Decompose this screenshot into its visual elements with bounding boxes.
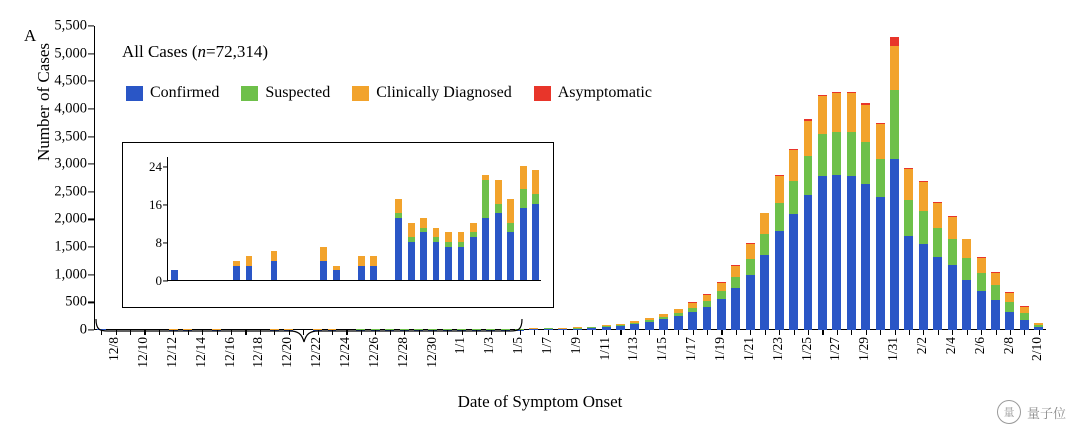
bar-segment-clinically_diagnosed <box>775 176 784 203</box>
inset-bar-12/31 <box>458 232 465 280</box>
inset-bar-segment-clinically_diagnosed <box>246 256 253 266</box>
watermark-logo-icon: 量 <box>997 400 1021 424</box>
inset-bar-segment-confirmed <box>333 270 340 280</box>
inset-bar-segment-clinically_diagnosed <box>507 199 514 223</box>
bar-2/9 <box>1005 292 1014 330</box>
x-tick-label: 1/27 <box>827 337 843 362</box>
bar-segment-suspected <box>1005 302 1014 312</box>
bar-segment-confirmed <box>659 319 668 330</box>
bar-segment-confirmed <box>1020 320 1029 330</box>
bar-1/19 <box>703 294 712 330</box>
x-tick-mark <box>808 330 809 335</box>
x-tick-mark <box>563 330 564 335</box>
watermark-text: 量子位 <box>1026 405 1066 421</box>
x-tick-mark <box>938 330 939 335</box>
inset-bar-1/5 <box>520 166 527 280</box>
bar-2/1 <box>890 37 899 330</box>
x-tick-mark <box>649 330 650 335</box>
inset-bar-segment-clinically_diagnosed <box>470 223 477 233</box>
x-tick-mark <box>1010 330 1011 335</box>
bar-segment-suspected <box>731 277 740 288</box>
inset-bar-segment-confirmed <box>470 237 477 280</box>
bar-segment-confirmed <box>847 176 856 330</box>
legend-label: Confirmed <box>150 84 220 101</box>
inset-bar-segment-clinically_diagnosed <box>520 166 527 190</box>
x-tick-label: 1/5 <box>510 337 526 355</box>
inset-bar-segment-confirmed <box>495 213 502 280</box>
bar-segment-confirmed <box>645 322 654 330</box>
y-tick-label: 5,500 <box>54 17 87 34</box>
x-tick-label: 1/13 <box>625 337 641 362</box>
x-tick-mark <box>707 330 708 335</box>
bar-1/29 <box>847 92 856 330</box>
chart-title-suffix: =72,314) <box>206 42 269 61</box>
inset-bar-segment-confirmed <box>433 242 440 280</box>
x-tick-label: 2/4 <box>942 337 958 355</box>
inset-bar-segment-confirmed <box>445 247 452 280</box>
bar-segment-confirmed <box>688 312 697 330</box>
bar-2/11 <box>1034 323 1043 330</box>
bar-segment-clinically_diagnosed <box>904 169 913 200</box>
chart-title-prefix: All Cases ( <box>122 42 198 61</box>
x-tick-label: 1/21 <box>740 337 756 362</box>
y-tick-label: 5,000 <box>54 45 87 62</box>
bar-segment-clinically_diagnosed <box>789 150 798 181</box>
inset-bar-12/29 <box>433 228 440 280</box>
bar-segment-confirmed <box>948 265 957 330</box>
inset-bar-12/26 <box>395 199 402 280</box>
watermark <box>997 400 1066 424</box>
inset-bar-segment-confirmed <box>358 266 365 280</box>
inset-bar-12/23 <box>358 256 365 280</box>
bar-segment-suspected <box>991 285 1000 300</box>
x-tick-label: 1/9 <box>567 337 583 355</box>
bar-segment-suspected <box>861 142 870 184</box>
bar-segment-clinically_diagnosed <box>717 283 726 291</box>
bar-segment-confirmed <box>775 231 784 330</box>
bar-2/3 <box>919 181 928 330</box>
bar-segment-suspected <box>1020 313 1029 320</box>
inset-bar-segment-confirmed <box>246 266 253 280</box>
x-tick-mark <box>678 330 679 335</box>
bar-segment-suspected <box>775 203 784 231</box>
bar-segment-asymptomatic <box>890 37 899 47</box>
bar-segment-suspected <box>904 200 913 236</box>
x-tick-label: 1/7 <box>538 337 554 355</box>
inset-bar-12/16 <box>271 251 278 280</box>
bar-segment-suspected <box>919 211 928 244</box>
inset-bar-segment-suspected <box>520 189 527 208</box>
bar-2/4 <box>933 202 942 330</box>
inset-bar-segment-confirmed <box>507 232 514 280</box>
inset-bar-segment-clinically_diagnosed <box>532 170 539 194</box>
inset-y-tick-label: 24 <box>149 158 162 174</box>
x-tick-mark <box>967 330 968 335</box>
x-tick-mark <box>750 330 751 335</box>
bar-segment-suspected <box>804 156 813 195</box>
bar-1/24 <box>775 175 784 330</box>
bar-1/14 <box>630 321 639 330</box>
bar-segment-confirmed <box>962 280 971 330</box>
bar-segment-suspected <box>977 273 986 291</box>
x-axis-label: Date of Symptom Onset <box>457 392 623 411</box>
inset-bar-segment-clinically_diagnosed <box>370 256 377 266</box>
bar-segment-confirmed <box>789 214 798 330</box>
inset-bar-12/8 <box>171 270 178 280</box>
bar-segment-clinically_diagnosed <box>948 217 957 239</box>
inset-bar-segment-confirmed <box>171 270 178 280</box>
bar-segment-clinically_diagnosed <box>876 124 885 158</box>
bar-1/26 <box>804 119 813 330</box>
x-tick-label: 12/10 <box>135 337 151 368</box>
bar-segment-confirmed <box>818 176 827 330</box>
x-tick-label: 12/8 <box>106 337 122 362</box>
bar-segment-confirmed <box>746 275 755 330</box>
x-tick-label: 12/18 <box>250 337 266 368</box>
inset-bar-segment-confirmed <box>482 218 489 280</box>
bar-segment-suspected <box>746 259 755 274</box>
x-tick-label: 2/2 <box>913 337 929 355</box>
inset-bar-12/28 <box>420 218 427 280</box>
inset-bar-12/27 <box>408 223 415 280</box>
bar-segment-confirmed <box>991 300 1000 330</box>
x-tick-label: 1/25 <box>798 337 814 362</box>
x-tick-mark <box>837 330 838 335</box>
bar-segment-confirmed <box>1005 312 1014 330</box>
x-tick-label: 12/26 <box>365 337 381 368</box>
bar-2/6 <box>962 238 971 330</box>
bar-segment-clinically_diagnosed <box>746 244 755 259</box>
bar-segment-confirmed <box>731 288 740 330</box>
inset-y-tick-label: 0 <box>155 273 162 288</box>
bar-segment-clinically_diagnosed <box>832 93 841 132</box>
inset-brace <box>94 318 524 344</box>
bar-2/10 <box>1020 306 1029 330</box>
inset-bar-1/1 <box>470 223 477 280</box>
inset-bar-segment-suspected <box>482 180 489 218</box>
bar-segment-suspected <box>948 239 957 265</box>
inset-bar-segment-confirmed <box>233 266 240 280</box>
x-tick-mark <box>736 330 737 335</box>
y-tick-label: 3,500 <box>54 128 87 145</box>
x-tick-mark <box>851 330 852 335</box>
inset-bar-1/2 <box>482 175 489 280</box>
bar-segment-confirmed <box>876 197 885 330</box>
x-tick-mark <box>779 330 780 335</box>
inset-bar-12/13 <box>233 261 240 280</box>
x-tick-label: 1/3 <box>481 337 497 355</box>
bar-1/21 <box>731 265 740 330</box>
inset-bar-segment-confirmed <box>271 261 278 280</box>
bar-segment-clinically_diagnosed <box>933 203 942 228</box>
inset-bar-segment-suspected <box>495 204 502 214</box>
inset-bar-segment-confirmed <box>458 247 465 280</box>
bar-segment-confirmed <box>717 299 726 330</box>
inset-bar-segment-confirmed <box>395 218 402 280</box>
bar-segment-clinically_diagnosed <box>804 121 813 156</box>
bar-segment-suspected <box>933 228 942 257</box>
y-tick-label: 4,500 <box>54 72 87 89</box>
x-tick-label: 1/11 <box>596 337 612 361</box>
bar-segment-clinically_diagnosed <box>962 239 971 258</box>
y-axis-label: Number of Cases <box>34 42 53 162</box>
x-tick-mark <box>866 330 867 335</box>
x-tick-mark <box>721 330 722 335</box>
bar-segment-confirmed <box>760 255 769 330</box>
inset-bar-12/20 <box>320 247 327 280</box>
bar-1/16 <box>659 314 668 330</box>
bar-segment-suspected <box>789 181 798 214</box>
bar-1/28 <box>832 92 841 330</box>
bar-segment-confirmed <box>977 291 986 330</box>
bar-segment-clinically_diagnosed <box>991 273 1000 286</box>
bar-segment-confirmed <box>890 159 899 330</box>
inset-y-tick-label: 8 <box>155 234 162 250</box>
x-tick-mark <box>895 330 896 335</box>
inset-bar-12/21 <box>333 266 340 280</box>
bar-segment-confirmed <box>804 195 813 330</box>
bar-2/2 <box>904 168 913 330</box>
legend-label: Suspected <box>265 84 331 101</box>
x-tick-mark <box>923 330 924 335</box>
inset-bar-segment-clinically_diagnosed <box>420 218 427 228</box>
inset-bar-segment-clinically_diagnosed <box>408 223 415 237</box>
inset-bar-12/14 <box>246 256 253 280</box>
bar-segment-confirmed <box>832 175 841 330</box>
bar-segment-confirmed <box>904 236 913 330</box>
x-tick-mark <box>664 330 665 335</box>
x-tick-label: 2/10 <box>1029 337 1045 362</box>
inset-bar-segment-confirmed <box>420 232 427 280</box>
inset-bar-segment-confirmed <box>370 266 377 280</box>
bar-segment-clinically_diagnosed <box>847 93 856 132</box>
inset-bar-segment-clinically_diagnosed <box>395 199 402 213</box>
bar-1/25 <box>789 149 798 330</box>
y-tick-label: 3,000 <box>54 155 87 172</box>
inset-bar-segment-suspected <box>532 194 539 204</box>
bar-segment-clinically_diagnosed <box>861 105 870 142</box>
bar-1/23 <box>760 213 769 330</box>
inset-bar-segment-confirmed <box>408 242 415 280</box>
x-tick-label: 12/12 <box>163 337 179 368</box>
x-tick-mark <box>880 330 881 335</box>
inset-bar-series-group <box>168 157 541 280</box>
bar-segment-suspected <box>717 291 726 299</box>
x-tick-label: 12/28 <box>394 337 410 368</box>
bar-1/30 <box>861 103 870 330</box>
x-tick-mark <box>909 330 910 335</box>
x-tick-label: 1/17 <box>683 337 699 362</box>
inset-bar-segment-clinically_diagnosed <box>433 228 440 238</box>
x-tick-mark <box>592 330 593 335</box>
inset-bar-segment-clinically_diagnosed <box>458 232 465 242</box>
bar-1/18 <box>688 302 697 330</box>
x-tick-mark <box>1039 330 1040 335</box>
bar-1/20 <box>717 282 726 330</box>
bar-segment-clinically_diagnosed <box>760 213 769 234</box>
x-tick-label: 12/30 <box>423 337 439 368</box>
bar-segment-clinically_diagnosed <box>1005 293 1014 302</box>
bar-segment-confirmed <box>674 316 683 330</box>
y-tick-label: 4,000 <box>54 100 87 117</box>
bar-segment-clinically_diagnosed <box>977 258 986 273</box>
inset-bar-segment-clinically_diagnosed <box>271 251 278 261</box>
x-tick-label: 1/29 <box>856 337 872 362</box>
inset-bar-segment-clinically_diagnosed <box>495 180 502 204</box>
y-tick-label: 2,500 <box>54 183 87 200</box>
x-tick-mark <box>996 330 997 335</box>
x-tick-mark <box>794 330 795 335</box>
x-tick-mark <box>693 330 694 335</box>
x-tick-label: 1/23 <box>769 337 785 362</box>
x-tick-mark <box>548 330 549 335</box>
inset-bar-segment-confirmed <box>320 261 327 280</box>
inset-plot-frame <box>149 157 541 288</box>
bar-segment-clinically_diagnosed <box>731 266 740 277</box>
bar-segment-suspected <box>818 134 827 176</box>
x-tick-label: 2/6 <box>971 337 987 355</box>
legend-label: Asymptomatic <box>557 84 652 101</box>
inset-bar-segment-confirmed <box>532 204 539 280</box>
inset-bar-segment-clinically_diagnosed <box>320 247 327 261</box>
inset-bar-segment-suspected <box>507 223 514 233</box>
y-tick-label: 1,000 <box>54 266 87 283</box>
x-tick-label: 12/16 <box>221 337 237 368</box>
inset-bar-segment-clinically_diagnosed <box>445 232 452 242</box>
panel-letter: A <box>24 26 37 45</box>
x-tick-mark <box>606 330 607 335</box>
x-tick-label: 1/1 <box>452 337 468 355</box>
bar-segment-suspected <box>847 132 856 176</box>
bar-2/8 <box>991 272 1000 330</box>
inset-y-tick-mark <box>163 280 168 281</box>
x-tick-mark <box>1024 330 1025 335</box>
x-tick-mark <box>765 330 766 335</box>
inset-bar-1/6 <box>532 170 539 280</box>
bar-1/27 <box>818 95 827 330</box>
x-tick-label: 12/20 <box>279 337 295 368</box>
x-tick-label: 12/14 <box>192 337 208 368</box>
bar-1/31 <box>876 123 885 330</box>
bar-2/5 <box>948 216 957 330</box>
inset-bar-segment-clinically_diagnosed <box>358 256 365 266</box>
x-tick-label: 12/24 <box>337 337 352 368</box>
x-tick-label: 2/8 <box>1000 337 1016 355</box>
inset-bar-12/30 <box>445 232 452 280</box>
bar-1/22 <box>746 243 755 330</box>
x-tick-mark <box>635 330 636 335</box>
inset-bar-segment-confirmed <box>520 208 527 280</box>
bar-segment-confirmed <box>919 244 928 330</box>
x-tick-mark <box>534 330 535 335</box>
bar-segment-suspected <box>760 234 769 255</box>
x-tick-label: 1/31 <box>885 337 901 362</box>
bar-segment-clinically_diagnosed <box>818 96 827 134</box>
y-tick-label: 500 <box>65 293 87 310</box>
x-tick-label: 12/22 <box>308 337 324 368</box>
inset-y-tick-label: 16 <box>149 196 162 212</box>
bar-2/7 <box>977 257 986 330</box>
bar-segment-suspected <box>876 159 885 198</box>
inset-chart <box>122 142 554 308</box>
bar-segment-suspected <box>890 90 899 159</box>
inset-bar-12/24 <box>370 256 377 280</box>
bar-1/15 <box>645 318 654 330</box>
x-tick-label: 1/15 <box>654 337 670 362</box>
x-tick-mark <box>620 330 621 335</box>
bar-segment-clinically_diagnosed <box>890 46 899 89</box>
y-tick-label: 0 <box>79 321 87 338</box>
inset-bar-1/4 <box>507 199 514 280</box>
y-tick-label: 2,000 <box>54 210 87 227</box>
bar-segment-confirmed <box>861 184 870 330</box>
bar-segment-confirmed <box>703 307 712 330</box>
legend-label: Clinically Diagnosed <box>376 84 512 101</box>
x-tick-mark <box>577 330 578 335</box>
x-tick-mark <box>822 330 823 335</box>
bar-1/17 <box>674 309 683 330</box>
bar-segment-confirmed <box>933 257 942 330</box>
y-tick-label: 1,500 <box>54 238 87 255</box>
inset-bar-1/3 <box>495 180 502 280</box>
chart-title-italic-n: n <box>197 42 207 61</box>
x-tick-label: 1/19 <box>712 337 728 362</box>
bar-segment-clinically_diagnosed <box>919 182 928 211</box>
x-tick-mark <box>952 330 953 335</box>
bar-segment-suspected <box>962 258 971 280</box>
x-tick-mark <box>981 330 982 335</box>
bar-segment-suspected <box>832 132 841 175</box>
